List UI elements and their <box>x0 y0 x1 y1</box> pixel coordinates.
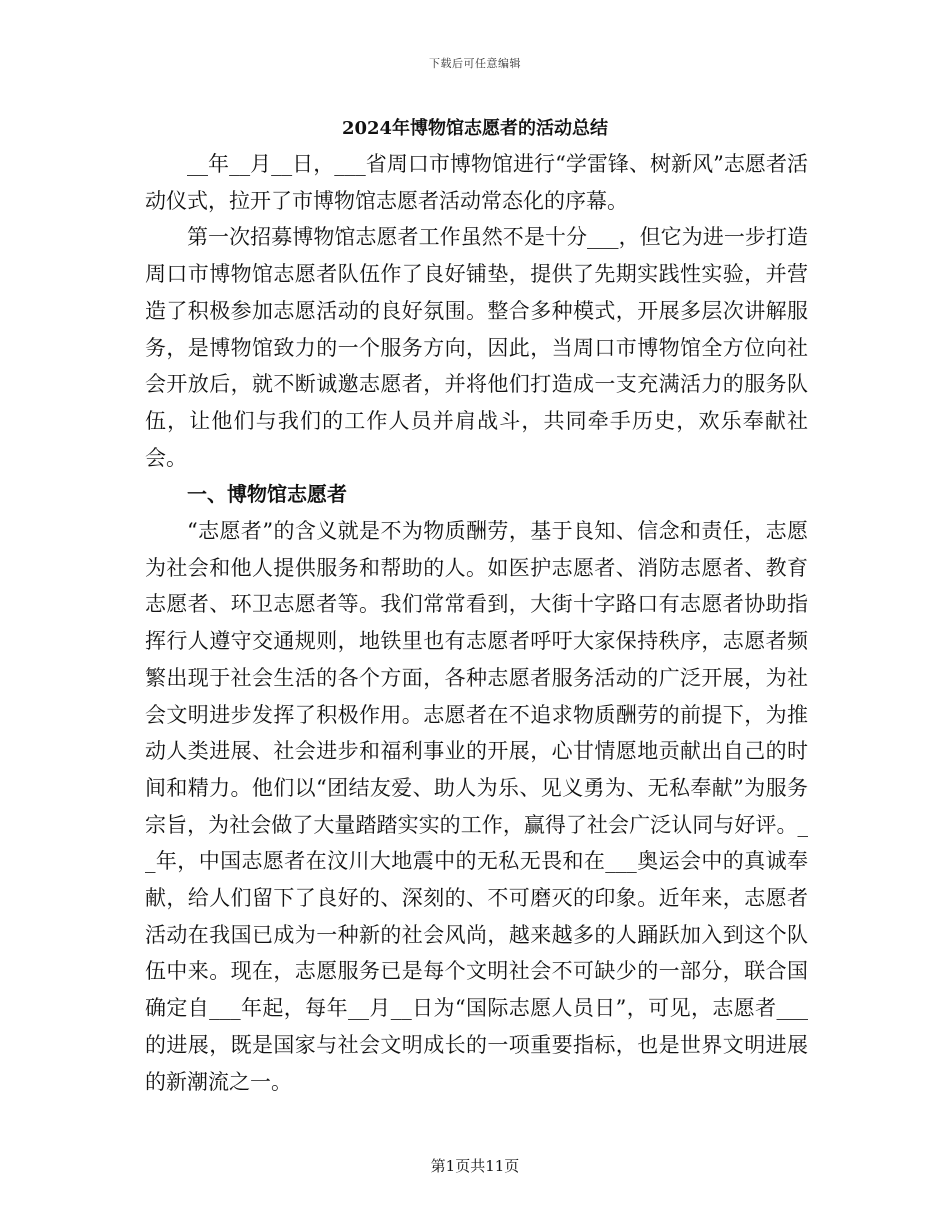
document-title: 2024年博物馆志愿者的活动总结 <box>341 118 609 139</box>
intro-paragraph: __年__月__日，___省周口市博物馆进行“学雷锋、树新风”志愿者活动仪式，拉开了市博物馆志愿者活动常态化的序幕。 <box>145 152 808 213</box>
page-header-note: 下载后可任意编辑 <box>429 57 521 70</box>
section-heading: 一、博物馆志愿者 <box>187 482 347 507</box>
page-number-footer: 第1页共11页 <box>430 1157 520 1175</box>
recruitment-paragraph: 第一次招募博物馆志愿者工作虽然不是十分___，但它为进一步打造周口市博物馆志愿者队伍作了良好铺垫，提供了先期实践性实验，并营造了积极参加志愿活动的良好氛围。整合多种模式，开展多层次讲解服务，是博物馆致力的一个服务方向，因此，当周口市博物馆全方位向社会开放后，就不断诚邀志愿者，并将他们打造成一支充满活力的服务队伍，让他们与我们的工作人员并肩战斗，共同牵手历史，欢乐奉献社会。 <box>145 225 808 470</box>
document-body <box>145 146 808 1100</box>
section-paragraph: “志愿者”的含义就是不为物质酬劳，基于良知、信念和责任，志愿为社会和他人提供服务和帮助的人。如医护志愿者、消防志愿者、教育志愿者、环卫志愿者等。我们常常看到，大街十字路口有志愿者协助指挥行人遵守交通规则，地铁里也有志愿者呼吁大家保持秩序，志愿者频繁出现于社会生活的各个方面，各种志愿者服务活动的广泛开展，为社会文明进步发挥了积极作用。志愿者在不追求物质酬劳的前提下，为推动人类进展、社会进步和福利事业的开展，心甘情愿地贡献出自己的时间和精力。他们以“团结友爱、助人为乐、见义勇为、无私奉献”为服务宗旨，为社会做了大量踏踏实实的工作，赢得了社会广泛认同与好评。__年，中国志愿者在汶川大地震中的无私无畏和在___奥运会中的真诚奉献，给人们留下了良好的、深刻的、不可磨灭的印象。近年来，志愿者活动在我国已成为一种新的社会风尚，越来越多的人踊跃加入到这个队伍中来。现在，志愿服务已是每个文明社会不可缺少的一部分，联合国确定自___年起，每年__月__日为“国际志愿人员日”，可见，志愿者___的进展，既是国家与社会文明成长的一项重要指标，也是世界文明进展的新潮流之一。 <box>145 519 808 1094</box>
